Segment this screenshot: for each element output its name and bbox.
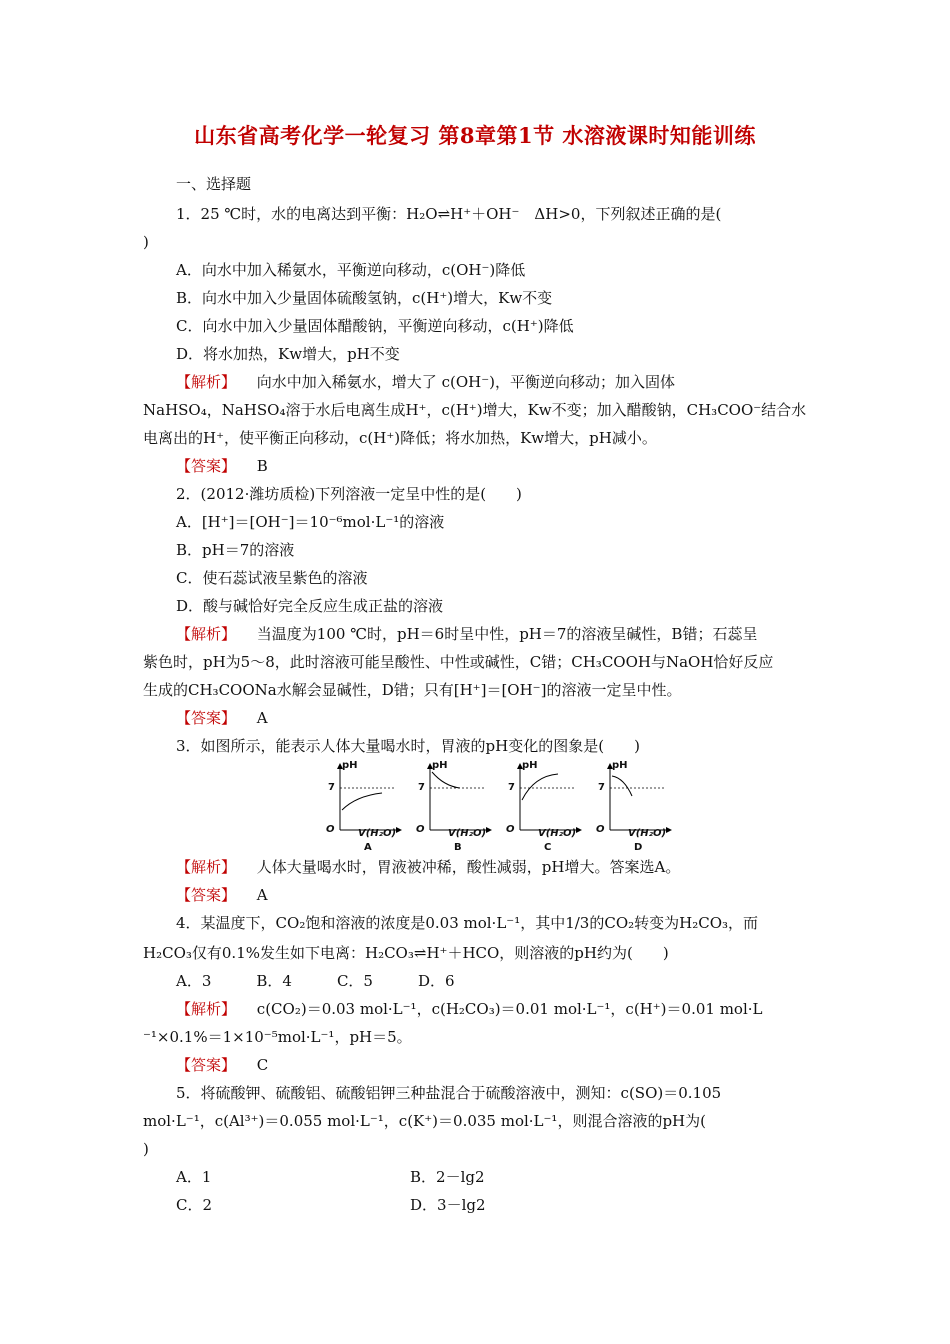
q4-explanation bbox=[176, 999, 762, 1019]
daan-tag: 【答案】 bbox=[176, 457, 237, 475]
figure-label-a: A bbox=[364, 842, 372, 853]
q1-answer bbox=[176, 456, 268, 476]
q3-graph-c bbox=[500, 760, 584, 860]
origin-label: O bbox=[326, 824, 335, 835]
q5-stem-cont: mol·L⁻¹，c(Al³⁺)＝0.055 mol·L⁻¹，c(K⁺)＝0.035 mol·L⁻¹，则混合溶液的pH为( bbox=[143, 1112, 706, 1130]
pH-axis-label: pH bbox=[432, 760, 448, 771]
q3-figures bbox=[320, 760, 667, 860]
jiexi-tag: 【解析】 bbox=[176, 1000, 237, 1018]
daan-tag: 【答案】 bbox=[176, 709, 237, 727]
tick-7: 7 bbox=[328, 782, 335, 793]
q4-stem-cont: H₂CO₃仅有0.1%发生如下电离：H₂CO₃⇌H⁺＋HCO，则溶液的pH约为( ) bbox=[143, 944, 669, 962]
q2-option-a: A．[H⁺]＝[OH⁻]＝10⁻⁶mol·L⁻¹的溶液 bbox=[176, 513, 445, 531]
q2-explanation-l2: 紫色时，pH为5～8，此时溶液可能呈酸性、中性或碱性，C错；CH₃COOH与NaOH恰好反应 bbox=[143, 653, 774, 671]
q4-stem: 4．某温度下，CO₂饱和溶液的浓度是0.03 mol·L⁻¹，其中1/3的CO₂转变为H₂CO₃，而 bbox=[176, 914, 759, 932]
q3-explanation bbox=[176, 857, 680, 877]
q3-figure-c bbox=[500, 760, 584, 860]
x-axis-label: V(H₂O) bbox=[448, 828, 487, 839]
q1-option-d: D．将水加热，Kw增大，pH不变 bbox=[176, 345, 400, 363]
origin-label: O bbox=[596, 824, 605, 835]
q4-answer bbox=[176, 1055, 268, 1075]
q1-explanation bbox=[176, 372, 675, 392]
q3-graph-b bbox=[410, 760, 494, 860]
q4-explanation-text: c(CO₂)＝0.03 mol·L⁻¹，c(H₂CO₃)＝0.01 mol·L⁻¹，c(H⁺)＝0.01 mol·L bbox=[256, 1000, 763, 1018]
pH-axis-label: pH bbox=[522, 760, 538, 771]
jiexi-tag: 【解析】 bbox=[176, 858, 237, 876]
figure-label-c: C bbox=[544, 842, 552, 853]
q2-option-b: B．pH＝7的溶液 bbox=[176, 541, 295, 559]
q1-explanation-l3: 电离出的H⁺，使平衡正向移动，c(H⁺)降低；将水加热，Kw增大，pH减小。 bbox=[143, 429, 657, 447]
x-axis-label: V(H₂O) bbox=[628, 828, 667, 839]
q1-explanation-l2: NaHSO₄，NaHSO₄溶于水后电离生成H⁺，c(H⁺)增大，Kw不变；加入醋酸钠，CH₃COO⁻结合水 bbox=[143, 401, 807, 419]
q3-figure-a bbox=[320, 760, 404, 860]
tick-7: 7 bbox=[598, 782, 605, 793]
q3-graph-a bbox=[320, 760, 404, 860]
x-axis-label: V(H₂O) bbox=[358, 828, 397, 839]
q3-graph-d bbox=[590, 760, 674, 860]
pH-axis-label: pH bbox=[342, 760, 358, 771]
x-axis-label: V(H₂O) bbox=[538, 828, 577, 839]
figure-label-b: B bbox=[454, 842, 462, 853]
origin-label: O bbox=[506, 824, 515, 835]
q2-explanation-text: 当温度为100 ℃时，pH＝6时呈中性，pH＝7的溶液呈碱性，B错；石蕊呈 bbox=[256, 625, 758, 643]
jiexi-tag: 【解析】 bbox=[176, 373, 237, 391]
q3-stem: 3．如图所示，能表示人体大量喝水时，胃液的pH变化的图象是( ) bbox=[176, 737, 640, 755]
q5-option-b: B．2－lg2 bbox=[410, 1168, 485, 1186]
q5-stem-cont2: ) bbox=[143, 1140, 149, 1158]
daan-tag: 【答案】 bbox=[176, 1056, 237, 1074]
q3-answer bbox=[176, 885, 268, 905]
daan-tag: 【答案】 bbox=[176, 886, 237, 904]
section-heading: 一、选择题 bbox=[176, 175, 252, 193]
tick-7: 7 bbox=[418, 782, 425, 793]
origin-label: O bbox=[416, 824, 425, 835]
q3-figure-b bbox=[410, 760, 494, 860]
q3-figure-d bbox=[590, 760, 674, 860]
q4-answer-value: C bbox=[256, 1056, 269, 1074]
q1-answer-value: B bbox=[256, 457, 268, 475]
page-title: 山东省高考化学一轮复习 第8章第1节 水溶液课时知能训练 bbox=[194, 123, 756, 148]
q1-explanation-text: 向水中加入稀氨水，增大了 c(OH⁻)，平衡逆向移动；加入固体 bbox=[256, 373, 675, 391]
q2-answer bbox=[176, 708, 268, 728]
q1-option-c: C．向水中加入少量固体醋酸钠，平衡逆向移动，c(H⁺)降低 bbox=[176, 317, 574, 335]
q1-stem: 1．25 ℃时，水的电离达到平衡：H₂O⇌H⁺＋OH⁻ ΔH>0，下列叙述正确的是( bbox=[176, 205, 722, 223]
q2-option-d: D．酸与碱恰好完全反应生成正盐的溶液 bbox=[176, 597, 444, 615]
q2-explanation-l3: 生成的CH₃COONa水解会显碱性，D错；只有[H⁺]＝[OH⁻]的溶液一定呈中性。 bbox=[143, 681, 682, 699]
q1-option-a: A．向水中加入稀氨水，平衡逆向移动，c(OH⁻)降低 bbox=[176, 261, 526, 279]
q5-option-a: A．1 bbox=[176, 1168, 212, 1186]
q2-stem: 2．(2012·潍坊质检)下列溶液一定呈中性的是( ) bbox=[176, 485, 522, 503]
q2-answer-value: A bbox=[256, 709, 268, 727]
q2-explanation bbox=[176, 624, 757, 644]
q3-explanation-text: 人体大量喝水时，胃液被冲稀，酸性减弱，pH增大。答案选A。 bbox=[256, 858, 681, 876]
q5-option-d: D．3－lg2 bbox=[410, 1196, 486, 1214]
q1-stem-cont: ) bbox=[143, 233, 149, 251]
q2-option-c: C．使石蕊试液呈紫色的溶液 bbox=[176, 569, 368, 587]
q4-explanation-l2: ⁻¹×0.1%＝1×10⁻⁵mol·L⁻¹，pH＝5。 bbox=[143, 1028, 412, 1046]
q5-stem: 5．将硫酸钾、硫酸铝、硫酸铝钾三种盐混合于硫酸溶液中，测知：c(SO)＝0.105 bbox=[176, 1084, 722, 1102]
figure-label-d: D bbox=[634, 842, 643, 853]
pH-axis-label: pH bbox=[612, 760, 628, 771]
q5-option-c: C．2 bbox=[176, 1196, 213, 1214]
jiexi-tag: 【解析】 bbox=[176, 625, 237, 643]
q4-options: A．3 B．4 C．5 D．6 bbox=[176, 972, 455, 990]
q1-option-b: B．向水中加入少量固体硫酸氢钠，c(H⁺)增大，Kw不变 bbox=[176, 289, 553, 307]
tick-7: 7 bbox=[508, 782, 515, 793]
q3-answer-value: A bbox=[256, 886, 268, 904]
